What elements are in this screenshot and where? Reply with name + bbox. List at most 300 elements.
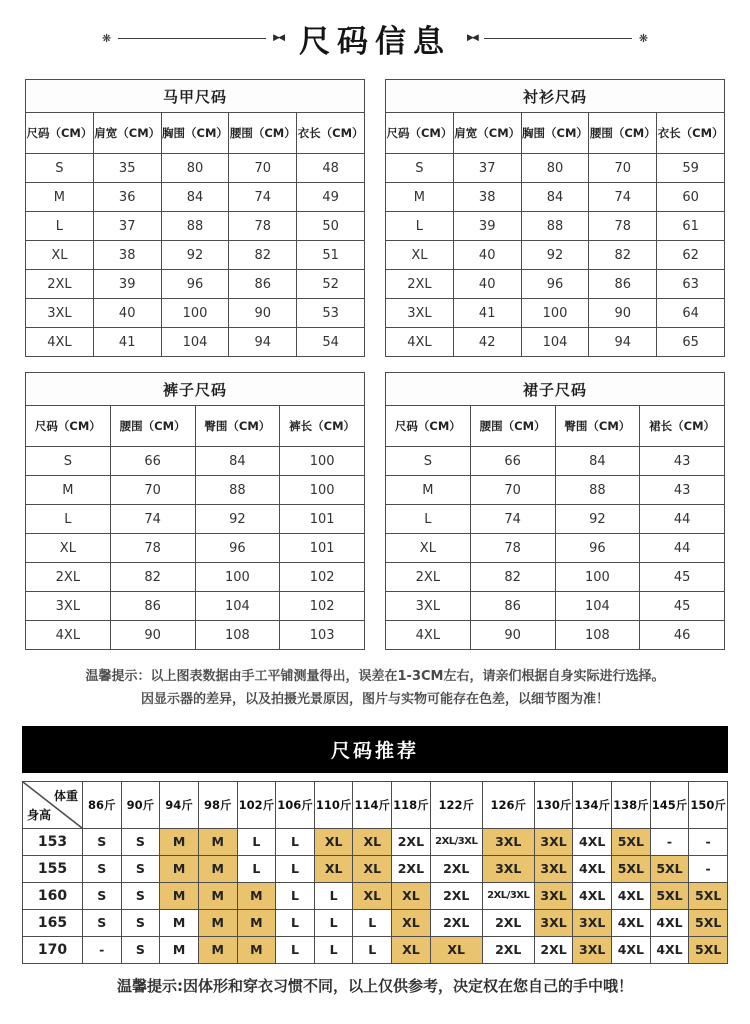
size-cell: 86 [229,270,297,299]
size-table-row [26,447,365,476]
size-cell: S [26,154,94,183]
rec-size-cell: 3XL [482,855,534,882]
size-cell: M [26,183,94,212]
rec-row [23,828,728,855]
size-cell: 100 [555,563,640,592]
star-icon: ❋ [101,32,112,45]
size-cell: 51 [297,241,365,270]
size-table-row [26,299,365,328]
size-cell: 90 [589,299,657,328]
size-cell: 2XL [26,270,94,299]
rec-size-cell: S [121,936,160,963]
rec-size-cell: M [160,828,199,855]
size-cell: 36 [93,183,161,212]
rec-size-cell: XL [353,828,392,855]
size-table-row [26,621,365,650]
size-table-row [386,299,725,328]
size-cell: 108 [555,621,640,650]
rec-size-cell: L [276,936,315,963]
weight-column-header: 134斤 [573,781,612,828]
rec-size-cell: M [198,855,237,882]
rec-size-cell: - [82,936,121,963]
size-cell: 74 [589,183,657,212]
size-table-row [26,212,365,241]
size-table-title-row [26,80,365,113]
size-table-row [386,270,725,299]
rec-size-cell: - [689,828,728,855]
height-cell: 160 [23,882,83,909]
size-cell: 63 [657,270,725,299]
size-cell: 78 [110,534,195,563]
rec-size-cell: M [160,855,199,882]
size-cell: 104 [521,328,589,357]
size-cell: 45 [640,563,725,592]
rec-size-cell: 5XL [689,882,728,909]
size-cell: 49 [297,183,365,212]
page-title: 尺码信息 [299,24,451,60]
column-header: 尺码（CM） [386,113,454,154]
height-cell: 155 [23,855,83,882]
size-cell: 52 [297,270,365,299]
size-cell: 74 [470,505,555,534]
size-cell: 88 [161,212,229,241]
rec-size-cell: 3XL [573,909,612,936]
rec-size-cell: 5XL [650,882,689,909]
rec-size-cell: 3XL [534,909,573,936]
rec-size-cell: L [276,882,315,909]
column-header: 肩宽（CM） [93,113,161,154]
size-cell: 37 [93,212,161,241]
size-cell: 100 [195,563,280,592]
size-cell: 88 [195,476,280,505]
rec-size-cell: S [121,855,160,882]
left-decoration [102,33,283,44]
size-cell: 60 [657,183,725,212]
column-header: 腰围（CM） [229,113,297,154]
weight-column-header: 110斤 [314,781,353,828]
size-cell: 61 [657,212,725,241]
size-cell: 64 [657,299,725,328]
size-table-row [26,270,365,299]
size-cell: L [26,505,111,534]
size-cell: 38 [93,241,161,270]
rec-size-cell: L [314,936,353,963]
shirt-size-table [385,79,725,357]
column-header: 裙长（CM） [640,406,725,447]
right-decoration [467,33,648,44]
column-header: 尺码（CM） [26,406,111,447]
size-cell: 43 [640,447,725,476]
rec-size-cell: 2XL [534,936,573,963]
rec-size-cell: L [314,909,353,936]
size-cell: 104 [555,592,640,621]
column-header: 衣长（CM） [657,113,725,154]
size-cell: 44 [640,505,725,534]
size-cell: 82 [229,241,297,270]
size-cell: 37 [453,154,521,183]
weight-column-header: 126斤 [482,781,534,828]
size-cell: 80 [161,154,229,183]
size-cell: 92 [521,241,589,270]
rec-size-cell: 2XL [392,855,431,882]
corner-height-label: 身高 [27,807,52,822]
column-header: 裤长（CM） [280,406,365,447]
rec-size-cell: 3XL [534,882,573,909]
size-tables-section [0,75,750,650]
size-cell: 94 [589,328,657,357]
rec-size-cell: XL [353,855,392,882]
rec-size-cell: 3XL [482,828,534,855]
rec-size-cell: XL [392,882,431,909]
size-cell: 92 [195,505,280,534]
rec-size-cell: M [237,909,276,936]
size-cell: 90 [229,299,297,328]
vest-size-table [25,79,365,357]
size-cell: 102 [280,592,365,621]
size-cell: XL [386,241,454,270]
size-cell: 70 [110,476,195,505]
size-cell: 78 [589,212,657,241]
size-cell: 41 [93,328,161,357]
size-table-row [26,505,365,534]
rec-size-cell: M [237,936,276,963]
size-cell: 102 [280,563,365,592]
rec-size-cell: XL [430,936,482,963]
size-table-title: 衬衫尺码 [386,80,725,113]
weight-column-header: 138斤 [612,781,651,828]
rec-size-cell: M [198,828,237,855]
recommendation-banner: 尺码推荐 [22,726,728,773]
column-header: 腰围（CM） [470,406,555,447]
size-table-row [386,621,725,650]
column-header: 臀围（CM） [195,406,280,447]
tip-line-1: 温馨提示：以上图表数据由手工平铺测量得出，误差在1-3CM左右，请亲们根据自身实际进行选择。 [85,669,665,684]
rec-row [23,909,728,936]
size-cell: 3XL [386,592,471,621]
size-table-title-row [26,373,365,406]
rec-size-cell: 3XL [573,936,612,963]
rec-size-cell: S [82,855,121,882]
size-table-row [386,505,725,534]
size-cell: 4XL [26,328,94,357]
weight-column-header: 94斤 [160,781,199,828]
size-table-row [26,476,365,505]
rec-size-cell: 4XL [573,855,612,882]
size-cell: 3XL [386,299,454,328]
recommendation-section [0,773,750,964]
rec-size-cell: 5XL [612,828,651,855]
size-cell: 84 [161,183,229,212]
measurement-tip [0,650,750,722]
size-cell: 46 [640,621,725,650]
rec-size-cell: M [160,909,199,936]
size-cell: 78 [229,212,297,241]
size-cell: 74 [110,505,195,534]
size-table-row [386,447,725,476]
size-cell: XL [26,534,111,563]
rec-size-cell: 2XL/3XL [482,882,534,909]
rec-size-cell: 2XL [430,882,482,909]
size-table-row [386,563,725,592]
rec-size-cell: 4XL [573,882,612,909]
size-cell: M [386,476,471,505]
size-cell: 4XL [386,328,454,357]
size-cell: 90 [110,621,195,650]
size-cell: 84 [521,183,589,212]
size-cell: 2XL [386,270,454,299]
size-cell: 44 [640,534,725,563]
size-cell: 70 [229,154,297,183]
size-cell: 88 [555,476,640,505]
size-cell: 80 [521,154,589,183]
rec-size-cell: L [276,909,315,936]
rec-row [23,882,728,909]
size-cell: 48 [297,154,365,183]
size-cell: 100 [280,447,365,476]
rec-size-cell: 4XL [612,936,651,963]
weight-column-header: 118斤 [392,781,431,828]
rec-size-cell: M [198,909,237,936]
rec-size-cell: 5XL [689,936,728,963]
size-cell: M [26,476,111,505]
size-table-row [386,476,725,505]
rec-size-cell: L [237,828,276,855]
size-table-row [386,154,725,183]
size-cell: 101 [280,534,365,563]
weight-column-header: 130斤 [534,781,573,828]
rec-size-cell: S [82,909,121,936]
rec-size-cell: 4XL [650,909,689,936]
size-cell: 74 [229,183,297,212]
size-table-row [386,328,725,357]
size-table-row [26,183,365,212]
pants-size-table [25,372,365,650]
size-cell: 40 [93,299,161,328]
rec-size-cell: L [314,882,353,909]
rec-size-cell: M [160,882,199,909]
rec-size-cell: 5XL [612,855,651,882]
size-table-row [386,212,725,241]
size-cell: M [386,183,454,212]
weight-column-header: 114斤 [353,781,392,828]
size-cell: S [26,447,111,476]
rec-size-cell: 4XL [612,882,651,909]
size-cell: 92 [555,505,640,534]
corner-weight-label: 体重 [53,788,78,803]
size-cell: L [26,212,94,241]
rec-size-cell: - [650,828,689,855]
weight-column-header: 90斤 [121,781,160,828]
rec-size-cell: 5XL [689,909,728,936]
page-header [0,0,750,75]
size-table-header-row [26,406,365,447]
size-cell: 39 [93,270,161,299]
size-table-title-row [386,80,725,113]
rec-size-cell: XL [353,882,392,909]
size-table-row [26,534,365,563]
size-recommendation-table [22,781,728,964]
size-table-title: 裙子尺码 [386,373,725,406]
weight-column-header: 106斤 [276,781,315,828]
tip-line-2: 因显示器的差异，以及拍摄光景原因，图片与实物可能存在色差，以细节图为准！ [140,692,609,708]
size-cell: 2XL [386,563,471,592]
column-header: 腰围（CM） [589,113,657,154]
size-cell: 45 [640,592,725,621]
rec-size-cell: - [689,855,728,882]
rec-size-cell: S [82,828,121,855]
size-cell: XL [26,241,94,270]
height-cell: 170 [23,936,83,963]
size-cell: 96 [555,534,640,563]
size-cell: 38 [453,183,521,212]
weight-column-header: 150斤 [689,781,728,828]
size-cell: 92 [161,241,229,270]
size-table-row [386,241,725,270]
star-icon: ❋ [638,32,649,45]
column-header: 腰围（CM） [110,406,195,447]
size-cell: 88 [521,212,589,241]
rec-size-cell: 2XL [430,909,482,936]
divider-line [484,38,632,39]
rec-size-cell: S [121,882,160,909]
rec-size-cell: XL [392,936,431,963]
column-header: 肩宽（CM） [453,113,521,154]
size-table-title-row [386,373,725,406]
size-cell: 66 [110,447,195,476]
size-cell: 86 [110,592,195,621]
column-header: 尺码（CM） [386,406,471,447]
size-cell: 101 [280,505,365,534]
size-cell: S [386,154,454,183]
size-cell: 59 [657,154,725,183]
size-cell: 54 [297,328,365,357]
rec-size-cell: 5XL [650,855,689,882]
rec-size-cell: XL [392,909,431,936]
size-cell: 100 [521,299,589,328]
size-cell: 78 [470,534,555,563]
rec-header-row [23,781,728,828]
size-cell: 96 [161,270,229,299]
rec-size-cell: M [198,936,237,963]
height-weight-corner-cell [23,781,83,828]
rec-size-cell: XL [314,855,353,882]
size-cell: L [386,505,471,534]
rec-size-cell: L [353,936,392,963]
rec-size-cell: S [121,909,160,936]
rec-size-cell: L [276,855,315,882]
weight-column-header: 102斤 [237,781,276,828]
divider-line [118,38,266,39]
size-cell: 104 [161,328,229,357]
rec-size-cell: 2XL [482,936,534,963]
size-table-header-row [386,406,725,447]
weight-column-header: 86斤 [82,781,121,828]
size-cell: 100 [161,299,229,328]
size-cell: 103 [280,621,365,650]
rec-size-cell: L [237,855,276,882]
size-cell: XL [386,534,471,563]
size-cell: 96 [521,270,589,299]
size-cell: 86 [589,270,657,299]
rec-size-cell: 2XL [392,828,431,855]
size-cell: 84 [555,447,640,476]
rec-size-cell: 4XL [650,936,689,963]
size-cell: 35 [93,154,161,183]
rec-size-cell: 4XL [573,828,612,855]
size-cell: 94 [229,328,297,357]
size-cell: 65 [657,328,725,357]
column-header: 臀围（CM） [555,406,640,447]
rec-size-cell: XL [314,828,353,855]
size-cell: 90 [470,621,555,650]
rec-row [23,936,728,963]
rec-size-cell: L [276,828,315,855]
size-cell: 86 [470,592,555,621]
size-table-header-row [26,113,365,154]
size-table-row [26,154,365,183]
rec-size-cell: M [160,936,199,963]
weight-column-header: 145斤 [650,781,689,828]
column-header: 尺码（CM） [26,113,94,154]
rec-size-cell: M [237,882,276,909]
size-cell: 43 [640,476,725,505]
size-cell: 82 [589,241,657,270]
size-table-row [386,592,725,621]
weight-column-header: 98斤 [198,781,237,828]
size-cell: 40 [453,270,521,299]
size-cell: 82 [470,563,555,592]
rec-size-cell: 3XL [534,828,573,855]
size-table-title: 马甲尺码 [26,80,365,113]
size-cell: 40 [453,241,521,270]
column-header: 衣长（CM） [297,113,365,154]
size-table-row [386,183,725,212]
size-table-row [26,592,365,621]
height-cell: 165 [23,909,83,936]
rec-row [23,855,728,882]
bowtie-icon: ▶◀ [467,33,477,43]
size-table-row [26,328,365,357]
size-cell: 4XL [386,621,471,650]
size-cell: 2XL [26,563,111,592]
size-cell: 50 [297,212,365,241]
size-cell: 100 [280,476,365,505]
size-cell: 96 [195,534,280,563]
size-table-header-row [386,113,725,154]
size-cell: 62 [657,241,725,270]
rec-size-cell: 2XL [430,855,482,882]
rec-size-cell: 3XL [534,855,573,882]
size-cell: 108 [195,621,280,650]
size-cell: 41 [453,299,521,328]
size-cell: 104 [195,592,280,621]
size-table-row [386,534,725,563]
column-header: 胸围（CM） [521,113,589,154]
size-table-row [26,241,365,270]
rec-size-cell: 2XL/3XL [430,828,482,855]
size-cell: L [386,212,454,241]
size-cell: 3XL [26,592,111,621]
size-cell: S [386,447,471,476]
rec-size-cell: L [353,909,392,936]
rec-size-cell: 4XL [612,909,651,936]
column-header: 胸围（CM） [161,113,229,154]
size-cell: 66 [470,447,555,476]
rec-size-cell: M [198,882,237,909]
weight-column-header: 122斤 [430,781,482,828]
rec-size-cell: S [121,828,160,855]
rec-size-cell: S [82,882,121,909]
